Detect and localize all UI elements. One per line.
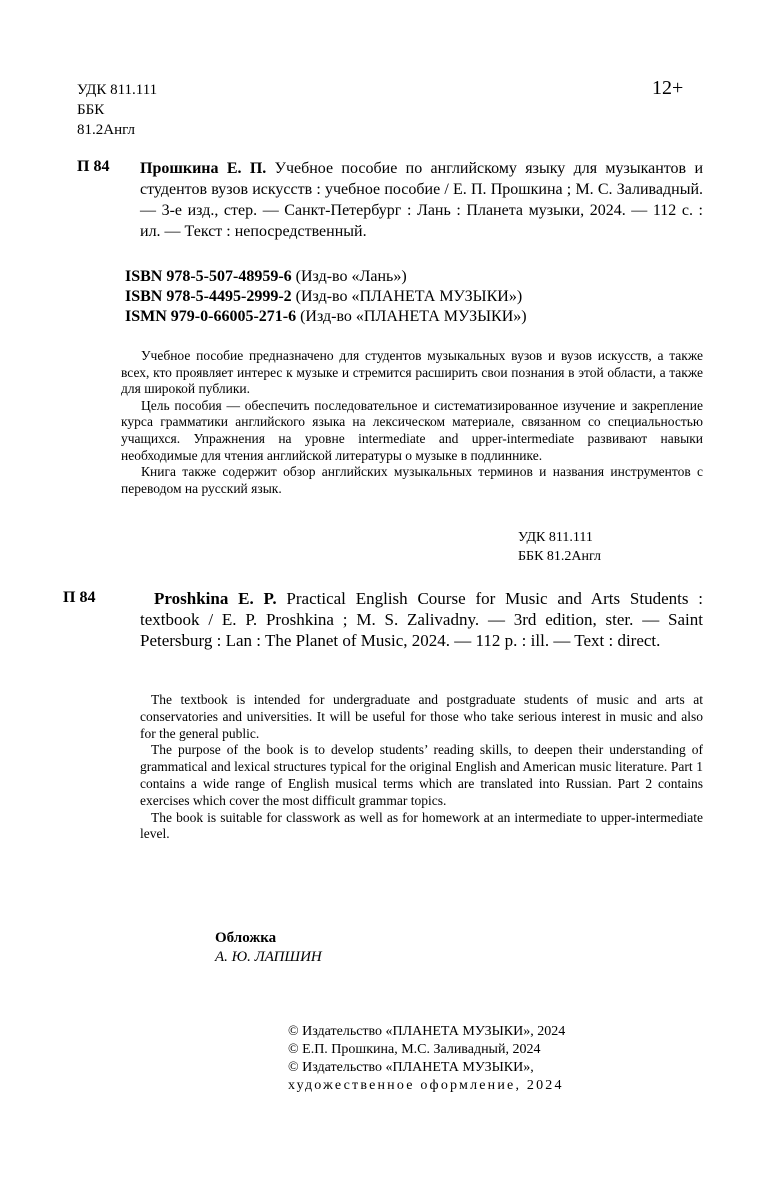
bbk-label-top: ББК [77,102,105,118]
ismn-line [125,307,527,327]
copyright-line: художественное оформление, 2024 [288,1078,564,1093]
isbn-block [125,267,527,327]
ismn-number: ISMN 979-0-66005-271-6 [125,308,297,325]
author-name-en: Proshkina E. P. [154,589,277,608]
author-sign-en: П 84 [63,589,96,606]
description-en: Practical English Course for Music and Arts Students : textbook / E. P. Proshkina ; M. S. Zalivadny. — 3rd edition, ster. — Saint Petersburg : Lan : The Planet of Music, 2024. — 112 p. : ill. — Text : direct. [140,589,703,650]
isbn-line [125,287,527,307]
bbk-code-bottom: ББК 81.2Англ [518,549,602,564]
annotation-en-paragraph: The purpose of the book is to develop students’ reading skills, to deepen their understanding of grammatical and lexical structures typical for the original English and American music literature. Part 1 contains a wide range of English musical terms which are translated into Russian. Part 2 contains exercises which cover the most difficult grammar topics. [140,742,703,808]
copyright-line: © Издательство «ПЛАНЕТА МУЗЫКИ», 2024 [288,1024,566,1039]
age-rating: 12+ [652,77,684,99]
isbn-publisher: (Изд-во «ПЛАНЕТА МУЗЫКИ») [291,288,523,305]
bbk-code-top: 81.2Англ [77,122,135,138]
isbn-publisher: (Изд-во «Лань») [291,268,407,285]
isbn-line [125,267,527,287]
udk-code-bottom: УДК 811.111 [518,530,593,545]
copyright-line: © Е.П. Прошкина, М.С. Заливадный, 2024 [288,1042,541,1057]
isbn-number: ISBN 978-5-507-48959-6 [125,268,292,285]
bottom-classification [518,528,601,566]
annotation-ru-paragraph: Учебное пособие предназначено для студентов музыкальных вузов и вузов искусств, а также всех, кто проявляет интерес к музыке и стремится расширить свои познания в этой области, а также для широкой публики. [121,348,703,397]
copyright-line: © Издательство «ПЛАНЕТА МУЗЫКИ», [288,1060,534,1075]
annotation-ru-paragraph: Цель пособия — обеспечить последовательное и систематизированное изучение и закрепление курса грамматики английского языка на лексическом материале, связанном со специальностью учащихся. Упражнения на уровне intermediate and upper-intermediate развивают навыки необходимые для чтения английской литературы о музыке в подлиннике. [121,397,703,463]
annotation-en [140,692,703,843]
top-classification [77,80,157,140]
annotation-en-paragraph: The book is suitable for classwork as well as for homework at an intermediate to upper-intermediate level. [140,809,703,842]
isbn-number: ISBN 978-5-4495-2999-2 [125,288,292,305]
description-ru: Учебное пособие по английскому языку для музыкантов и студентов вузов искусств : учебное пособие / Е. П. Прошкина ; М. С. Заливадный. — 3-е изд., стер. — Санкт-Петербург : Лань : Планета музыки, 2024. — 112 с. : ил. — Текст : непосредственный. [140,160,704,240]
annotation-ru [121,348,703,497]
udk-code-top: УДК 811.111 [77,82,158,98]
bibliographic-entry-en [140,588,703,651]
annotation-ru-paragraph: Книга также содержит обзор английских музыкальных терминов и названия инструментов с переводом на русский язык. [121,464,703,496]
cover-credit [215,929,322,967]
cover-artist: А. Ю. ЛАПШИН [215,949,322,965]
cover-title: Обложка [215,930,277,946]
ismn-publisher: (Изд-во «ПЛАНЕТА МУЗЫКИ») [296,308,527,325]
author-name-ru: Прошкина Е. П. [140,160,267,177]
annotation-en-paragraph: The textbook is intended for undergraduate and postgraduate students of music and arts at conservatories and universities. It will be useful for those who take serious interest in music and also for the general public. [140,692,703,741]
author-sign-ru: П 84 [77,158,110,175]
bibliographic-entry-ru [140,158,703,242]
copyright-block [288,1023,565,1095]
